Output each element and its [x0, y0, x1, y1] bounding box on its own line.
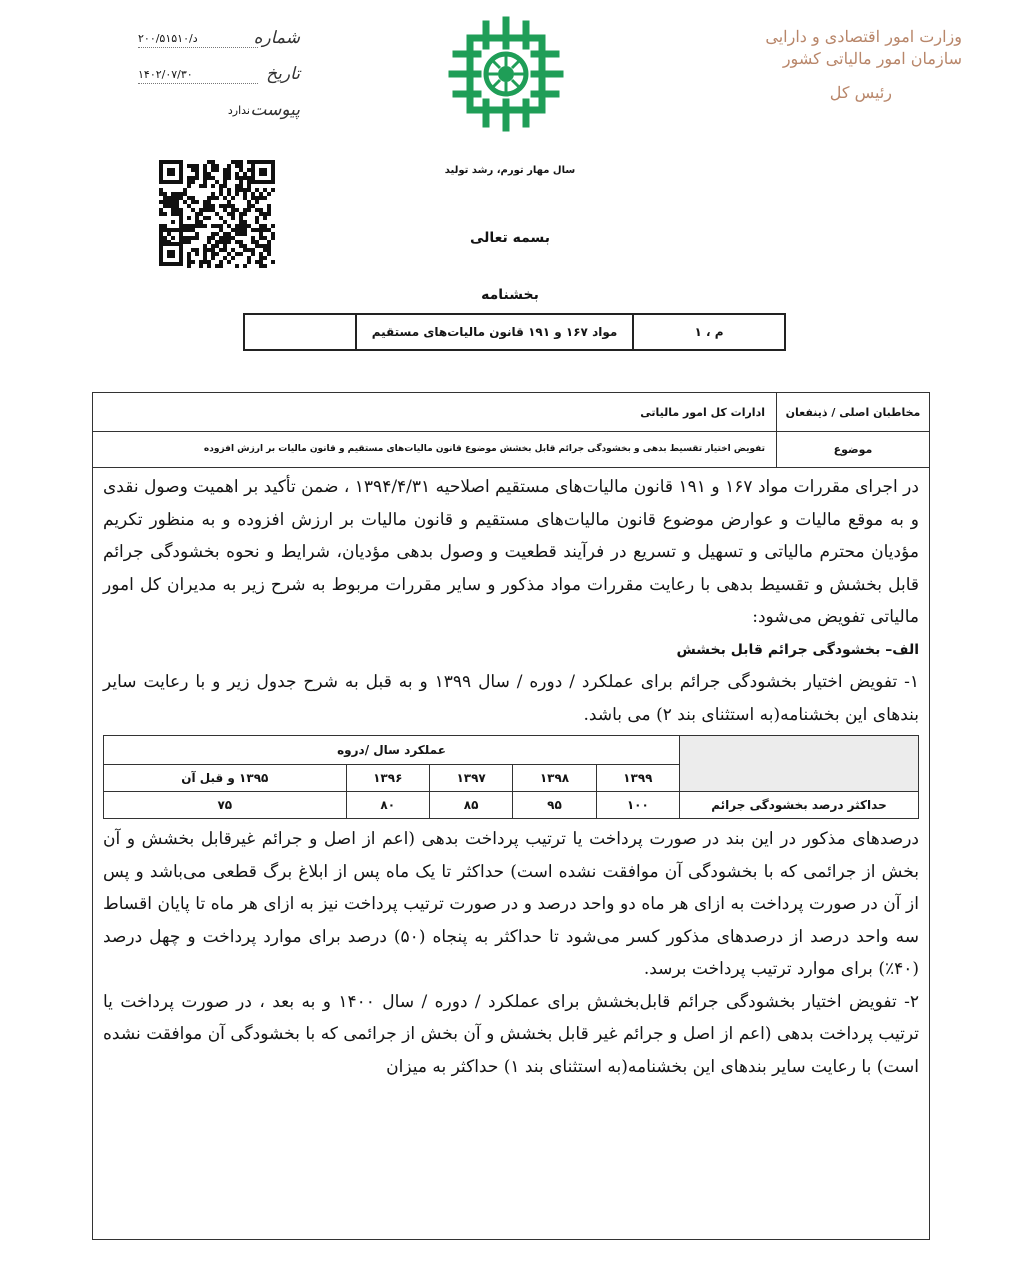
organization-line: سازمان امور مالیاتی کشور — [782, 49, 962, 68]
addressees-value: ادارات کل امور مالیاتی — [640, 405, 765, 419]
document-type-title: بخشنامه — [481, 287, 539, 303]
table-year-cell: ۱۳۹۹ — [596, 765, 679, 792]
reference-box — [243, 313, 786, 351]
penalty-waiver-table — [103, 735, 919, 819]
attachment-value: ندارد — [227, 104, 250, 117]
letter-number: ۲۰۰/۵۱۵۱۰/د — [138, 32, 258, 48]
circular-body-frame — [92, 392, 930, 1240]
head-title-line: رئیس کل — [829, 83, 892, 102]
table-group-header-row — [104, 736, 919, 765]
bismillah-heading: بسمه تعالی — [469, 230, 551, 246]
table-value-row — [104, 792, 919, 819]
table-value-cell: ۸۰ — [346, 792, 429, 819]
penalty-table-wrapper — [103, 735, 919, 819]
table-year-cell: ۱۳۹۵ و قبل آن — [104, 765, 347, 792]
subject-row — [93, 431, 929, 468]
year-slogan: سال مهار تورم، رشد تولید — [444, 165, 576, 176]
ministry-line: وزارت امور اقتصادی و دارایی — [765, 27, 962, 46]
meta-attachment-row — [130, 100, 300, 136]
item-1-paragraph: ۱- تفویض اختیار بخشودگی جرائم برای عملکرد / دوره / سال ۱۳۹۹ و به قبل به شرح جدول زیر و با رعایت سایر بندهای این بخشنامه(به استثنای بند ۲) می باشد. — [103, 672, 920, 725]
intro-paragraph: در اجرای مقررات مواد ۱۶۷ و ۱۹۱ قانون مالیات‌های مستقیم اصلاحیه ۱۳۹۴/۴/۳۱ ، ضمن تأکید بر اهمیت وصول نقدی و به موقع مالیات و عوارض موضوع قانون مالیات‌های مستقیم و قانون مالیات بر ارزش افزوده و به منظور تکریم مؤدیان محترم مالیاتی و تسهیل و تسریع در فرآیند قطعیت و وصول بدهی مؤدیان، شرایط و نحوه بخشودگی جرائم قابل بخشش و تقسیط بدهی با رعایت مقررات مواد مذکور و سایر مقررات مربوط به شرح زیر به مدیران کل امور مالیاتی تفویض می‌شود: — [103, 477, 919, 627]
table-corner-cell — [680, 736, 919, 792]
section-a-heading: الف– بخشودگی جرائم قابل بخشش — [676, 641, 919, 658]
circular-text — [103, 471, 919, 1083]
percentage-paragraph: درصدهای مذکور در این بند در صورت پرداخت یا ترتیب پرداخت بدهی (اعم از اصل و جرائم غیرقابل بخشش و آن بخش از جرائمی که با بخشودگی آن موافقت نشده است) حداکثر تا یک ماه پس از ابلاغ برگ قطعی می‌باشد و پس از آن در صورت پرداخت به ازای هر ماه دو واحد درصد و در صورت ترتیب پرداخت نیز به ازای هر ماه تا پایان اقساط سه واحد درصد از درصدهای مذکور کسر می‌شود تا حداکثر به پنجاه (۵۰) درصد برای موارد پرداخت و چهل درصد (۴۰٪) برای موارد ترتیب پرداخت برسد. — [103, 829, 919, 979]
item-2-paragraph: ۲- تفویض اختیار بخشودگی جرائم قابل‌بخشش برای عملکرد / دوره / سال ۱۴۰۰ و به بعد ، در صورت پرداخت یا ترتیب پرداخت بدهی (اعم از اصل و جرائم غیر قابل بخشش و آن بخش از جرائمی که با بخشودگی آن موافقت نشده است) با رعایت سایر بندهای این بخشنامه(به استثنای بند ۱) حداکثر به میزان — [103, 991, 920, 1077]
reference-articles: مواد ۱۶۷ و ۱۹۱ قانون مالیات‌های مستقیم — [355, 315, 632, 349]
letter-date: ۱۴۰۲/۰۷/۳۰ — [138, 68, 258, 84]
table-value-cell: ۱۰۰ — [596, 792, 679, 819]
letter-meta — [130, 28, 300, 136]
number-label: شماره — [253, 28, 300, 48]
table-value-cell: ۹۵ — [513, 792, 596, 819]
addressees-label: مخاطبان اصلی / ذینفعان — [776, 393, 929, 431]
table-year-cell: ۱۳۹۷ — [429, 765, 512, 792]
subject-value: تفویض اختیار تقسیط بدهی و بخشودگی جرائم قابل بخشش موضوع قانون مالیات‌های مستقیم و قانون مالیات بر ارزش افزوده — [203, 444, 765, 454]
meta-date-row — [130, 64, 300, 100]
table-value-cell: ۸۵ — [429, 792, 512, 819]
table-value-cell: ۷۵ — [104, 792, 347, 819]
subject-label: موضوع — [776, 431, 929, 467]
table-year-cell: ۱۳۹۶ — [346, 765, 429, 792]
tax-organization-emblem-icon — [448, 16, 564, 132]
attachment-label: پیوست — [250, 100, 300, 120]
table-group-header: عملکرد سال /دروه — [104, 736, 680, 765]
table-year-cell: ۱۳۹۸ — [513, 765, 596, 792]
date-label: تاریخ — [266, 64, 300, 84]
reference-extra — [245, 315, 355, 349]
table-row-label: حداکثر درصد بخشودگی جرائم — [680, 792, 919, 819]
meta-number-row — [130, 28, 300, 64]
addressees-row — [93, 393, 929, 432]
reference-code: م ، ۱ — [632, 315, 784, 349]
qr-code-icon — [157, 158, 277, 268]
ministry-heading — [762, 26, 962, 104]
